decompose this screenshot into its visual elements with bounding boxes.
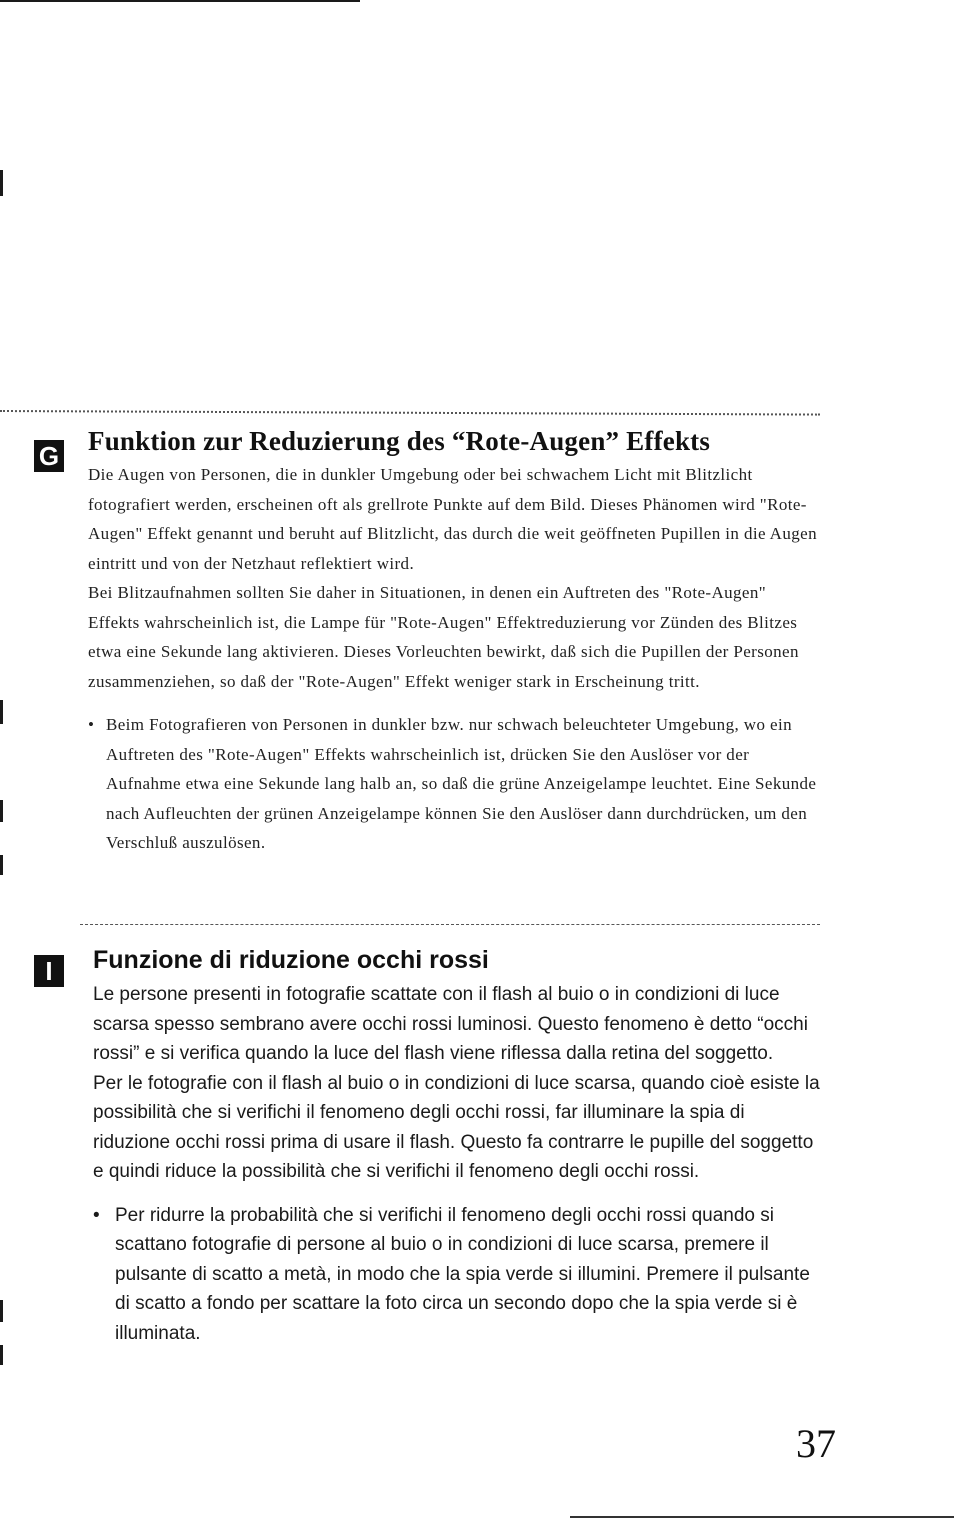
page-number: 37 [796, 1421, 836, 1466]
bullet-marker: • [88, 715, 95, 734]
left-edge-mark [0, 700, 3, 724]
italian-bullet-list [93, 1201, 823, 1349]
language-badge-italian: I [34, 955, 64, 987]
german-section-title: Funktion zur Reduzierung des “Rote-Augen” Effekts [88, 426, 711, 456]
italian-section [93, 940, 823, 1348]
section-divider-middle [80, 924, 820, 925]
german-bullet-list [88, 710, 818, 858]
language-badge-german: G [34, 440, 64, 472]
bottom-edge-line [570, 1516, 954, 1518]
bullet-marker: • [93, 1204, 100, 1226]
german-bullet-item [88, 710, 818, 858]
italian-section-title: Funzione di riduzione occhi rossi [93, 946, 489, 974]
german-bullet-text: Beim Fotografieren von Personen in dunkler bzw. nur schwach beleuchteter Umgebung, wo ein Auftreten des "Rote-Augen" Effekts wahrscheinlich ist, drücken Sie den Auslöser vor der Aufnahme etwa eine Sekunde lang halb an, so daß die grüne Anzeigelampe leuchtet. Eine Sekunde nach Aufleuchten der grünen Anzeigelampe können Sie den Auslöser dann durchdrücken, um den Verschluß auszulösen. [106, 715, 817, 852]
italian-paragraph-2: Per le fotografie con il flash al buio o in condizioni di luce scarsa, quando cioè esiste la possibilità che si verifichi il fenomeno degli occhi rossi, far illuminare la spia di riduzione occhi rossi prima di usare il flash. Questo fa contrarre le pupille del soggetto e quindi riduce la possibilità che si verifichi il fenomeno degli occhi rossi. [93, 1072, 820, 1182]
german-paragraph-2: Bei Blitzaufnahmen sollten Sie daher in Situationen, in denen ein Auftreten des "Rote-Augen" Effekts wahrscheinlich ist, die Lampe für "Rote-Augen" Effektreduzierung vor Zünden des Blitzes etwa eine Sekunde lang aktivieren. Dieses Vorleuchten bewirkt, daß sich die Pupillen der Personen zusammenziehen, so daß der "Rote-Augen" Effekt weniger stark in Erscheinung tritt. [88, 583, 799, 691]
left-edge-mark [0, 1345, 3, 1365]
top-edge-line [0, 0, 360, 2]
italian-paragraph-1: Le persone presenti in fotografie scattate con il flash al buio o in condizioni di luce scarsa spesso sembrano avere occhi rossi luminosi. Questo fenomeno è detto “occhi rossi” e si verifica quando la luce del flash viene riflessa dalla retina del soggetto. [93, 984, 808, 1064]
italian-bullet-text: Per ridurre la probabilità che si verifichi il fenomeno degli occhi rossi quando si scattano fotografie di persone al buio o in condizioni di luce scarsa, premere il pulsante di scatto a metà, in modo che la spia verde si illumini. Premere il pulsante di scatto a fondo per scattare la foto circa un secondo dopo che la spia verde si è illuminata. [115, 1204, 810, 1344]
left-edge-mark [0, 855, 3, 875]
left-edge-mark [0, 800, 3, 822]
section-divider-top [0, 410, 820, 416]
german-section [88, 422, 818, 858]
left-edge-mark [0, 1300, 3, 1322]
left-edge-mark [0, 170, 3, 196]
italian-bullet-item [93, 1201, 823, 1349]
german-paragraph-1: Die Augen von Personen, die in dunkler Umgebung oder bei schwachem Licht mit Blitzlicht fotografiert werden, erscheinen oft als grellrote Punkte auf dem Bild. Dieses Phänomen wird "Rote-Augen" Effekt genannt und beruht auf Blitzlicht, das durch die weit geöffneten Pupillen in die Augen eintritt und von der Netzhaut reflektiert wird. [88, 465, 817, 573]
